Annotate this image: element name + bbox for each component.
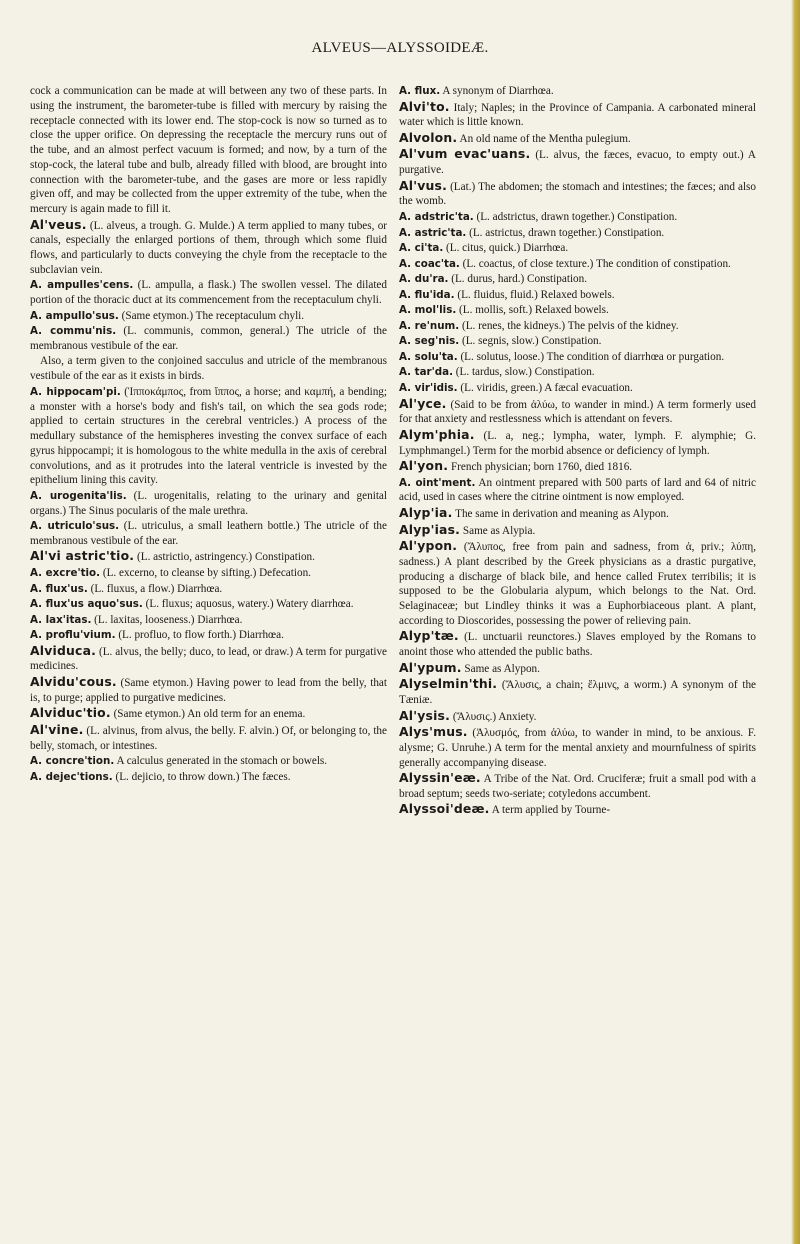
entry-headword: A. vir'idis. — [399, 382, 458, 394]
dictionary-entry — [30, 770, 387, 785]
entry-definition: (L. laxitas, looseness.) Diarrhœa. — [94, 613, 243, 626]
entry-definition: (L. renes, the kidneys.) The pelvis of the kidney. — [461, 319, 679, 332]
running-head: ALVEUS—ALYSSOIDEÆ. — [311, 40, 489, 56]
entry-definition: (Ἄλυπος, free from pain and sadness, from ἀ, priv.; λύπη, sadness.) A plant described by the Greek physicians as a drastic purgative, producing a discharge of black bile, and hence called Frutex terribilis; it is supposed to be the Globularia alypum, which belongs to the Nat. Ord. Selaginaceæ; but Lindley thinks it was a Euphorbiaceous plant. A plant, according to Dioscorides, possessing the power of relieving pain. — [399, 541, 756, 627]
left-column — [30, 84, 387, 784]
entry-definition: A synonym of Diarrhœa. — [442, 85, 554, 97]
entry-definition: (Same etymon.) Having power to lead from the belly, that is, to purge; applied to purgative medicines. — [30, 677, 387, 704]
entry-headword: A. proflu'vium. — [30, 629, 116, 642]
entry-headword: Al'vum evac'uans. — [399, 146, 531, 162]
entry-headword: Al'ypon. — [399, 538, 458, 554]
entry-definition: (L. astrictio, astringency.) Constipation. — [137, 551, 315, 564]
entry-definition: (Ἄλυσις.) Anxiety. — [452, 710, 537, 723]
entry-headword: Alyp'tæ. — [399, 628, 459, 644]
dictionary-entry — [399, 725, 756, 770]
dictionary-entry — [399, 257, 756, 272]
entry-headword: A. tar'da. — [399, 366, 453, 379]
entry-headword: A. flux. — [399, 85, 441, 97]
entry-headword: A. concre'tion. — [30, 755, 115, 768]
entry-headword: A. flu'ida. — [399, 288, 455, 301]
dictionary-entry — [399, 226, 756, 241]
entry-headword: Alvolon. — [399, 129, 458, 145]
entry-definition: (L. durus, hard.) Constipation. — [451, 273, 588, 286]
entry-definition: (L. adstrictus, drawn together.) Constipation. — [476, 210, 678, 223]
entry-headword: A. flux'us. — [30, 582, 88, 595]
entry-headword: Alys'mus. — [399, 724, 468, 740]
entry-headword: Al'yon. — [399, 458, 449, 474]
dictionary-entry — [30, 84, 387, 217]
entry-headword: A. mol'lis. — [399, 304, 457, 317]
entry-definition: Same as Alypia. — [462, 524, 536, 537]
entry-definition: (L. viridis, green.) A fæcal evacuation. — [460, 382, 633, 394]
dictionary-entry — [399, 771, 756, 802]
dictionary-entry — [30, 489, 387, 519]
dictionary-entry — [30, 385, 387, 488]
entry-definition: (L. profluo, to flow forth.) Diarrhœa. — [118, 629, 284, 642]
entry-definition: (L. mollis, soft.) Relaxed bowels. — [459, 304, 609, 317]
page-edge — [791, 0, 800, 1244]
dictionary-entry — [399, 100, 756, 131]
entry-definition: (L. dejicio, to throw down.) The fæces. — [115, 770, 291, 783]
entry-definition: (L. coactus, of close texture.) The condition of constipation. — [462, 257, 731, 270]
entry-definition: (L. excerno, to cleanse by sifting.) Defecation. — [102, 566, 311, 579]
entry-definition: cock a communication can be made at will between any two of these parts. In using the instrument, the barometer-tube is filled with mercury by raising the receptacle connected with its lower end. The stop-cock is now so turned as to close the upper orifice. On depressing the receptacle the mercury runs out of the tube, and an almost perfect vacuum is formed; and now, by a turn of the stop-cock, the lateral tube and bulb, already filled with blood, are brought into connection with the barometer-tube, and the gases are more or less rapidly given off, and may be collected from the upper extremity of the tube, when the mercury is again made to fill it. — [30, 85, 387, 215]
entry-headword: Al'yce. — [399, 395, 447, 411]
dictionary-entry — [399, 539, 756, 629]
dictionary-entry — [30, 597, 387, 612]
entry-definition: (L. utriculus, a small leathern bottle.) The utricle of the membranous vestibule of the ear. — [30, 520, 387, 547]
entry-headword: A. excre'tio. — [30, 566, 101, 579]
entry-headword: A. dejec'tions. — [30, 770, 113, 783]
entry-headword: A. hippocam'pi. — [30, 385, 121, 398]
entry-headword: A. coac'ta. — [399, 257, 460, 270]
entry-definition: French physician; born 1760, died 1816. — [450, 461, 633, 474]
entry-headword: A. urogenita'lis. — [30, 489, 127, 502]
entry-headword: A. flux'us aquo'sus. — [30, 598, 143, 611]
entry-definition: (L. citus, quick.) Diarrhœa. — [446, 242, 569, 255]
dictionary-entry — [399, 147, 756, 178]
entry-definition: Also, a term given to the conjoined sacculus and utricle of the membranous vestibule of the ear as it exists in birds. — [30, 355, 387, 383]
entry-definition: (Ἀλυσμός, from ἀλύω, to wander in mind, to be anxious. F. alysme; G. Unruhe.) A term for the mental anxiety and mournfulness of spirits generally accompanying disease. — [399, 727, 757, 769]
entry-headword: Al'veus. — [30, 216, 87, 232]
entry-definition: (L. fluxus; aquosus, watery.) Watery diarrhœa. — [145, 598, 354, 611]
dictionary-entry — [30, 582, 387, 597]
entry-headword: Alvidu'cous. — [30, 674, 117, 689]
entry-definition: Italy; Naples; in the Province of Campania. A carbonated mineral water which is little known. — [399, 101, 757, 129]
entry-headword: Al'vi astric'tio. — [30, 548, 135, 564]
entry-headword: A. ampulles'cens. — [30, 279, 134, 292]
entry-definition: (Same etymon.) An old term for an enema. — [113, 708, 306, 721]
entry-definition: (L. communis, common, general.) The utricle of the membranous vestibule of the ear. — [30, 325, 387, 352]
entry-definition: (L. segnis, slow.) Constipation. — [462, 335, 602, 348]
dictionary-entry — [399, 241, 756, 256]
entry-definition: (L. alvus, the belly; duco, to lead, or draw.) A term for purgative medicines. — [30, 645, 388, 673]
entry-definition: (L. fluxus, a flow.) Diarrhœa. — [90, 582, 223, 595]
dictionary-entry — [30, 354, 387, 384]
entry-headword: A. re'num. — [399, 319, 460, 332]
entry-definition: (L. astrictus, drawn together.) Constipation. — [469, 226, 665, 239]
entry-definition: (Lat.) The abdomen; the stomach and intestines; the fæces; and also the womb. — [399, 180, 757, 208]
dictionary-entry — [399, 303, 756, 318]
entry-headword: Alyssin'eæ. — [399, 770, 481, 786]
dictionary-entry — [30, 324, 387, 354]
dictionary-entry — [399, 319, 756, 334]
dictionary-entry — [30, 566, 387, 581]
dictionary-entry — [30, 613, 387, 628]
dictionary-entry — [399, 476, 756, 506]
dictionary-entry — [30, 519, 387, 549]
entry-definition: (L. tardus, slow.) Constipation. — [455, 366, 595, 379]
entry-headword: Alym'phia. — [399, 426, 475, 442]
entry-headword: A. solu'ta. — [399, 350, 458, 363]
dictionary-entry — [399, 709, 756, 725]
entry-headword: A. utriculo'sus. — [30, 520, 120, 533]
entry-headword: Alyp'ias. — [399, 521, 461, 537]
entry-definition: (L. urogenitalis, relating to the urinary and genital organs.) The Sinus pocularis of the male urethra. — [30, 489, 387, 517]
dictionary-entry — [399, 334, 756, 349]
entry-definition: (L. unctuarii reunctores.) Slaves employed by the Romans to anoint those who attended the public baths. — [399, 631, 757, 659]
dictionary-entry — [399, 677, 756, 708]
dictionary-entry — [30, 706, 387, 722]
entry-headword: A. adstric'ta. — [399, 210, 474, 223]
entry-definition: A term applied by Tourne- — [491, 804, 611, 817]
entry-definition: A Tribe of the Nat. Ord. Cruciferæ; fruit a small pod with a broad septum; seeds two-seriate; cotyledons accumbent. — [399, 773, 757, 800]
dictionary-entry — [399, 288, 756, 303]
entry-headword: A. commu'nis. — [30, 325, 117, 338]
entry-headword: A. oint'ment. — [399, 476, 476, 489]
entry-headword: Alyssoi'deæ. — [399, 801, 490, 817]
entry-headword: Al'vus. — [399, 177, 448, 193]
dictionary-entry — [399, 179, 756, 210]
dictionary-entry — [30, 218, 387, 278]
dictionary-entry — [399, 272, 756, 287]
entry-definition: (L. fluidus, fluid.) Relaxed bowels. — [457, 288, 615, 301]
entry-headword: Alviduc'tio. — [30, 705, 111, 721]
dictionary-entry — [30, 309, 387, 324]
entry-headword: A. ampullo'sus. — [30, 309, 119, 322]
entry-definition: (Said to be from ἀλύω, to wander in mind.) A term formerly used for that anxiety and restlessness which is attendant on fevers. — [399, 398, 756, 426]
entry-definition: An ointment prepared with 500 parts of lard and 64 of nitric acid, used in cases where the citrine ointment is now employed. — [399, 476, 756, 504]
entry-headword: Al'ysis. — [399, 707, 451, 723]
entry-definition: (L. ampulla, a flask.) The swollen vessel. The dilated portion of the thoracic duct at its commencement from the receptaculum chyli. — [30, 279, 387, 307]
entry-headword: Alviduca. — [30, 642, 97, 658]
dictionary-entry — [399, 506, 756, 522]
entry-definition: (L. a, neg.; lympha, water, lymph. F. alymphie; G. Lymphmangel.) Term for the morbid absence or deficiency of lymph. — [399, 429, 756, 457]
entry-headword: A. lax'itas. — [30, 613, 92, 626]
right-column — [399, 84, 756, 818]
dictionary-entry — [399, 629, 756, 660]
entry-definition: A calculus generated in the stomach or bowels. — [116, 755, 328, 768]
entry-definition: (Same etymon.) The receptaculum chyli. — [121, 309, 305, 322]
entry-definition: (Ἅλυσις, a chain; ἕλμινς, a worm.) A synonym of the Tæniæ. — [399, 679, 756, 706]
entry-headword: A. astric'ta. — [399, 226, 467, 239]
dictionary-entry — [30, 644, 387, 675]
dictionary-entry — [30, 549, 387, 565]
dictionary-entry — [399, 802, 756, 818]
entry-headword: Alyp'ia. — [399, 504, 453, 520]
entry-definition: Same as Alypon. — [464, 662, 540, 675]
dictionary-entry — [30, 723, 387, 754]
entry-definition: The same in derivation and meaning as Alypon. — [455, 507, 669, 520]
dictionary-entry — [399, 523, 756, 539]
entry-definition: (L. solutus, loose.) The condition of diarrhœa or purgation. — [460, 350, 725, 363]
dictionary-entry — [399, 131, 756, 147]
dictionary-entry — [30, 754, 387, 769]
dictionary-entry — [399, 210, 756, 225]
dictionary-entry — [30, 278, 387, 308]
entry-headword: A. seg'nis. — [399, 335, 460, 348]
entry-headword: A. du'ra. — [399, 273, 449, 286]
entry-definition: (L. alvus, the fæces, evacuo, to empty out.) A purgative. — [399, 149, 757, 177]
entry-definition: (L. alvinus, from alvus, the belly. F. alvin.) Of, or belonging to, the belly, stomach, or intestines. — [30, 724, 387, 752]
dictionary-entry — [399, 381, 756, 396]
entry-definition: An old name of the Mentha pulegium. — [459, 132, 631, 145]
entry-headword: A. ci'ta. — [399, 242, 444, 255]
dictionary-entry — [399, 365, 756, 380]
entry-headword: Al'ypum. — [399, 659, 462, 675]
entry-headword: Al'vine. — [30, 721, 84, 737]
dictionary-entry — [30, 675, 387, 706]
dictionary-entry — [30, 628, 387, 643]
entry-headword: Alyselmin'thi. — [399, 676, 498, 692]
dictionary-entry — [399, 661, 756, 677]
entry-headword: Alvi'to. — [399, 98, 450, 114]
entry-definition: (Ἱπποκάμπος, from ἵππος, a horse; and καμπή, a bending; a monster with a horse's body and fish's tail, on which the sea gods rode; applied to certain structures in the cerebral ventricles.) A process of the medullary substance of the hemispheres investing the convex surface of each gyrus hippocampi; it is homologous to the white medulla in the axis of cerebral convolutions, and as it protrudes into the lateral ventricle is invested by the epithelium lining this cavity. — [30, 385, 388, 487]
dictionary-entry — [399, 459, 756, 475]
dictionary-entry — [399, 397, 756, 428]
entry-definition: (L. alveus, a trough. G. Mulde.) A term applied to many tubes, or canals, especially the enlarged portions of them, through which some fluid flows, and particularly to ducts conveying the chyle from the receptacle to the subclavian vein. — [30, 219, 388, 276]
dictionary-entry — [399, 350, 756, 365]
dictionary-entry — [399, 428, 756, 459]
dictionary-entry — [399, 84, 756, 99]
